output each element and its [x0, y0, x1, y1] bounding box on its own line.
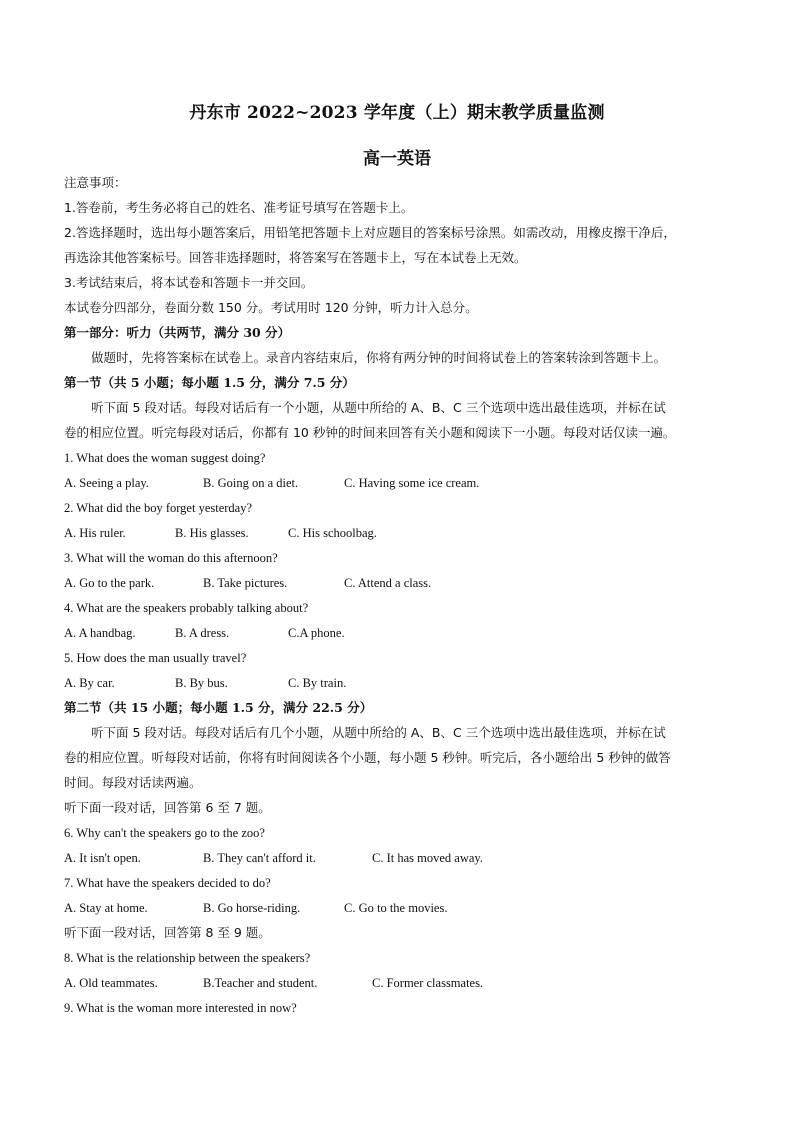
section2-instruction-line-2: 卷的相应位置。听每段对话前，你将有时间阅读各个小题，每小题 5 秒钟。听完后，各小题给出 5 秒钟的做答 — [64, 750, 671, 765]
q1-option-c: C. Having some ice cream. — [344, 476, 480, 490]
question-9: 9. What is the woman more interested in now? — [64, 1001, 297, 1015]
q8-option-a: A. Old teammates. — [64, 976, 158, 990]
part1-heading: 第一部分：听力（共两节，满分 30 分） — [64, 325, 291, 340]
q5-option-b: B. By bus. — [175, 676, 228, 690]
page-subtitle: 高一英语 — [363, 149, 431, 169]
q8-option-b: B.Teacher and student. — [203, 976, 318, 990]
q4-option-c: C.A phone. — [288, 626, 345, 640]
dialogue-group-8-9: 听下面一段对话，回答第 8 至 9 题。 — [64, 925, 271, 940]
section1-heading: 第一节（共 5 小题；每小题 1.5 分，满分 7.5 分） — [64, 375, 355, 390]
q2-option-c: C. His schoolbag. — [288, 526, 377, 540]
q7-option-a: A. Stay at home. — [64, 901, 148, 915]
q5-option-c: C. By train. — [288, 676, 347, 690]
question-2: 2. What did the boy forget yesterday? — [64, 501, 253, 515]
q6-option-c: C. It has moved away. — [372, 851, 483, 865]
dialogue-group-6-7: 听下面一段对话，回答第 6 至 7 题。 — [64, 800, 271, 815]
q6-option-b: B. They can't afford it. — [203, 851, 316, 865]
part1-instruction: 做题时，先将答案标在试卷上。录音内容结束后，你将有两分钟的时间将试卷上的答案转涂到答题卡上。 — [91, 350, 667, 365]
note-1: 1.答卷前，考生务必将自己的姓名、准考证号填写在答题卡上。 — [64, 200, 414, 215]
q8-option-c: C. Former classmates. — [372, 976, 484, 990]
q7-option-c: C. Go to the movies. — [344, 901, 448, 915]
q3-option-a: A. Go to the park. — [64, 576, 155, 590]
question-1: 1. What does the woman suggest doing? — [64, 451, 266, 465]
q4-option-a: A. A handbag. — [64, 626, 136, 640]
q5-option-a: A. By car. — [64, 676, 115, 690]
q1-option-a: A. Seeing a play. — [64, 476, 149, 490]
question-5: 5. How does the man usually travel? — [64, 651, 247, 665]
notes-heading: 注意事项： — [64, 175, 127, 190]
q6-option-a: A. It isn't open. — [64, 851, 141, 865]
section1-instruction-line-2: 卷的相应位置。听完每段对话后，你都有 10 秒钟的时间来回答有关小题和阅读下一小题。每段对话仅读一遍。 — [64, 425, 676, 440]
question-7: 7. What have the speakers decided to do? — [64, 876, 271, 890]
question-6: 6. Why can't the speakers go to the zoo? — [64, 826, 265, 840]
note-2-line-2: 再选涂其他答案标号。回答非选择题时，将答案写在答题卡上，写在本试卷上无效。 — [64, 250, 527, 265]
note-3: 3.考试结束后，将本试卷和答题卡一并交回。 — [64, 275, 314, 290]
note-2-line-1: 2.答选择题时，选出每小题答案后，用铅笔把答题卡上对应题目的答案标号涂黑。如需改动，用橡皮擦干净后， — [64, 225, 676, 240]
section2-instruction-line-1: 听下面 5 段对话。每段对话后有几个小题，从题中所给的 A、B、C 三个选项中选出最佳选项，并标在试 — [91, 725, 666, 740]
q3-option-c: C. Attend a class. — [344, 576, 432, 590]
question-3: 3. What will the woman do this afternoon? — [64, 551, 278, 565]
q4-option-b: B. A dress. — [175, 626, 230, 640]
q2-option-b: B. His glasses. — [175, 526, 249, 540]
section2-heading: 第二节（共 15 小题；每小题 1.5 分，满分 22.5 分） — [64, 700, 373, 715]
question-4: 4. What are the speakers probably talking about? — [64, 601, 309, 615]
page-title: 丹东市 2022~2023 学年度（上）期末教学质量监测 — [189, 103, 605, 123]
q7-option-b: B. Go horse-riding. — [203, 901, 301, 915]
section1-instruction-line-1: 听下面 5 段对话。每段对话后有一个小题，从题中所给的 A、B、C 三个选项中选出最佳选项，并标在试 — [91, 400, 666, 415]
q3-option-b: B. Take pictures. — [203, 576, 288, 590]
q2-option-a: A. His ruler. — [64, 526, 126, 540]
question-8: 8. What is the relationship between the speakers? — [64, 951, 311, 965]
note-4: 本试卷分四部分，卷面分数 150 分。考试用时 120 分钟，听力计入总分。 — [64, 300, 478, 315]
q1-option-b: B. Going on a diet. — [203, 476, 299, 490]
section2-instruction-line-3: 时间。每段对话读两遍。 — [64, 775, 202, 790]
